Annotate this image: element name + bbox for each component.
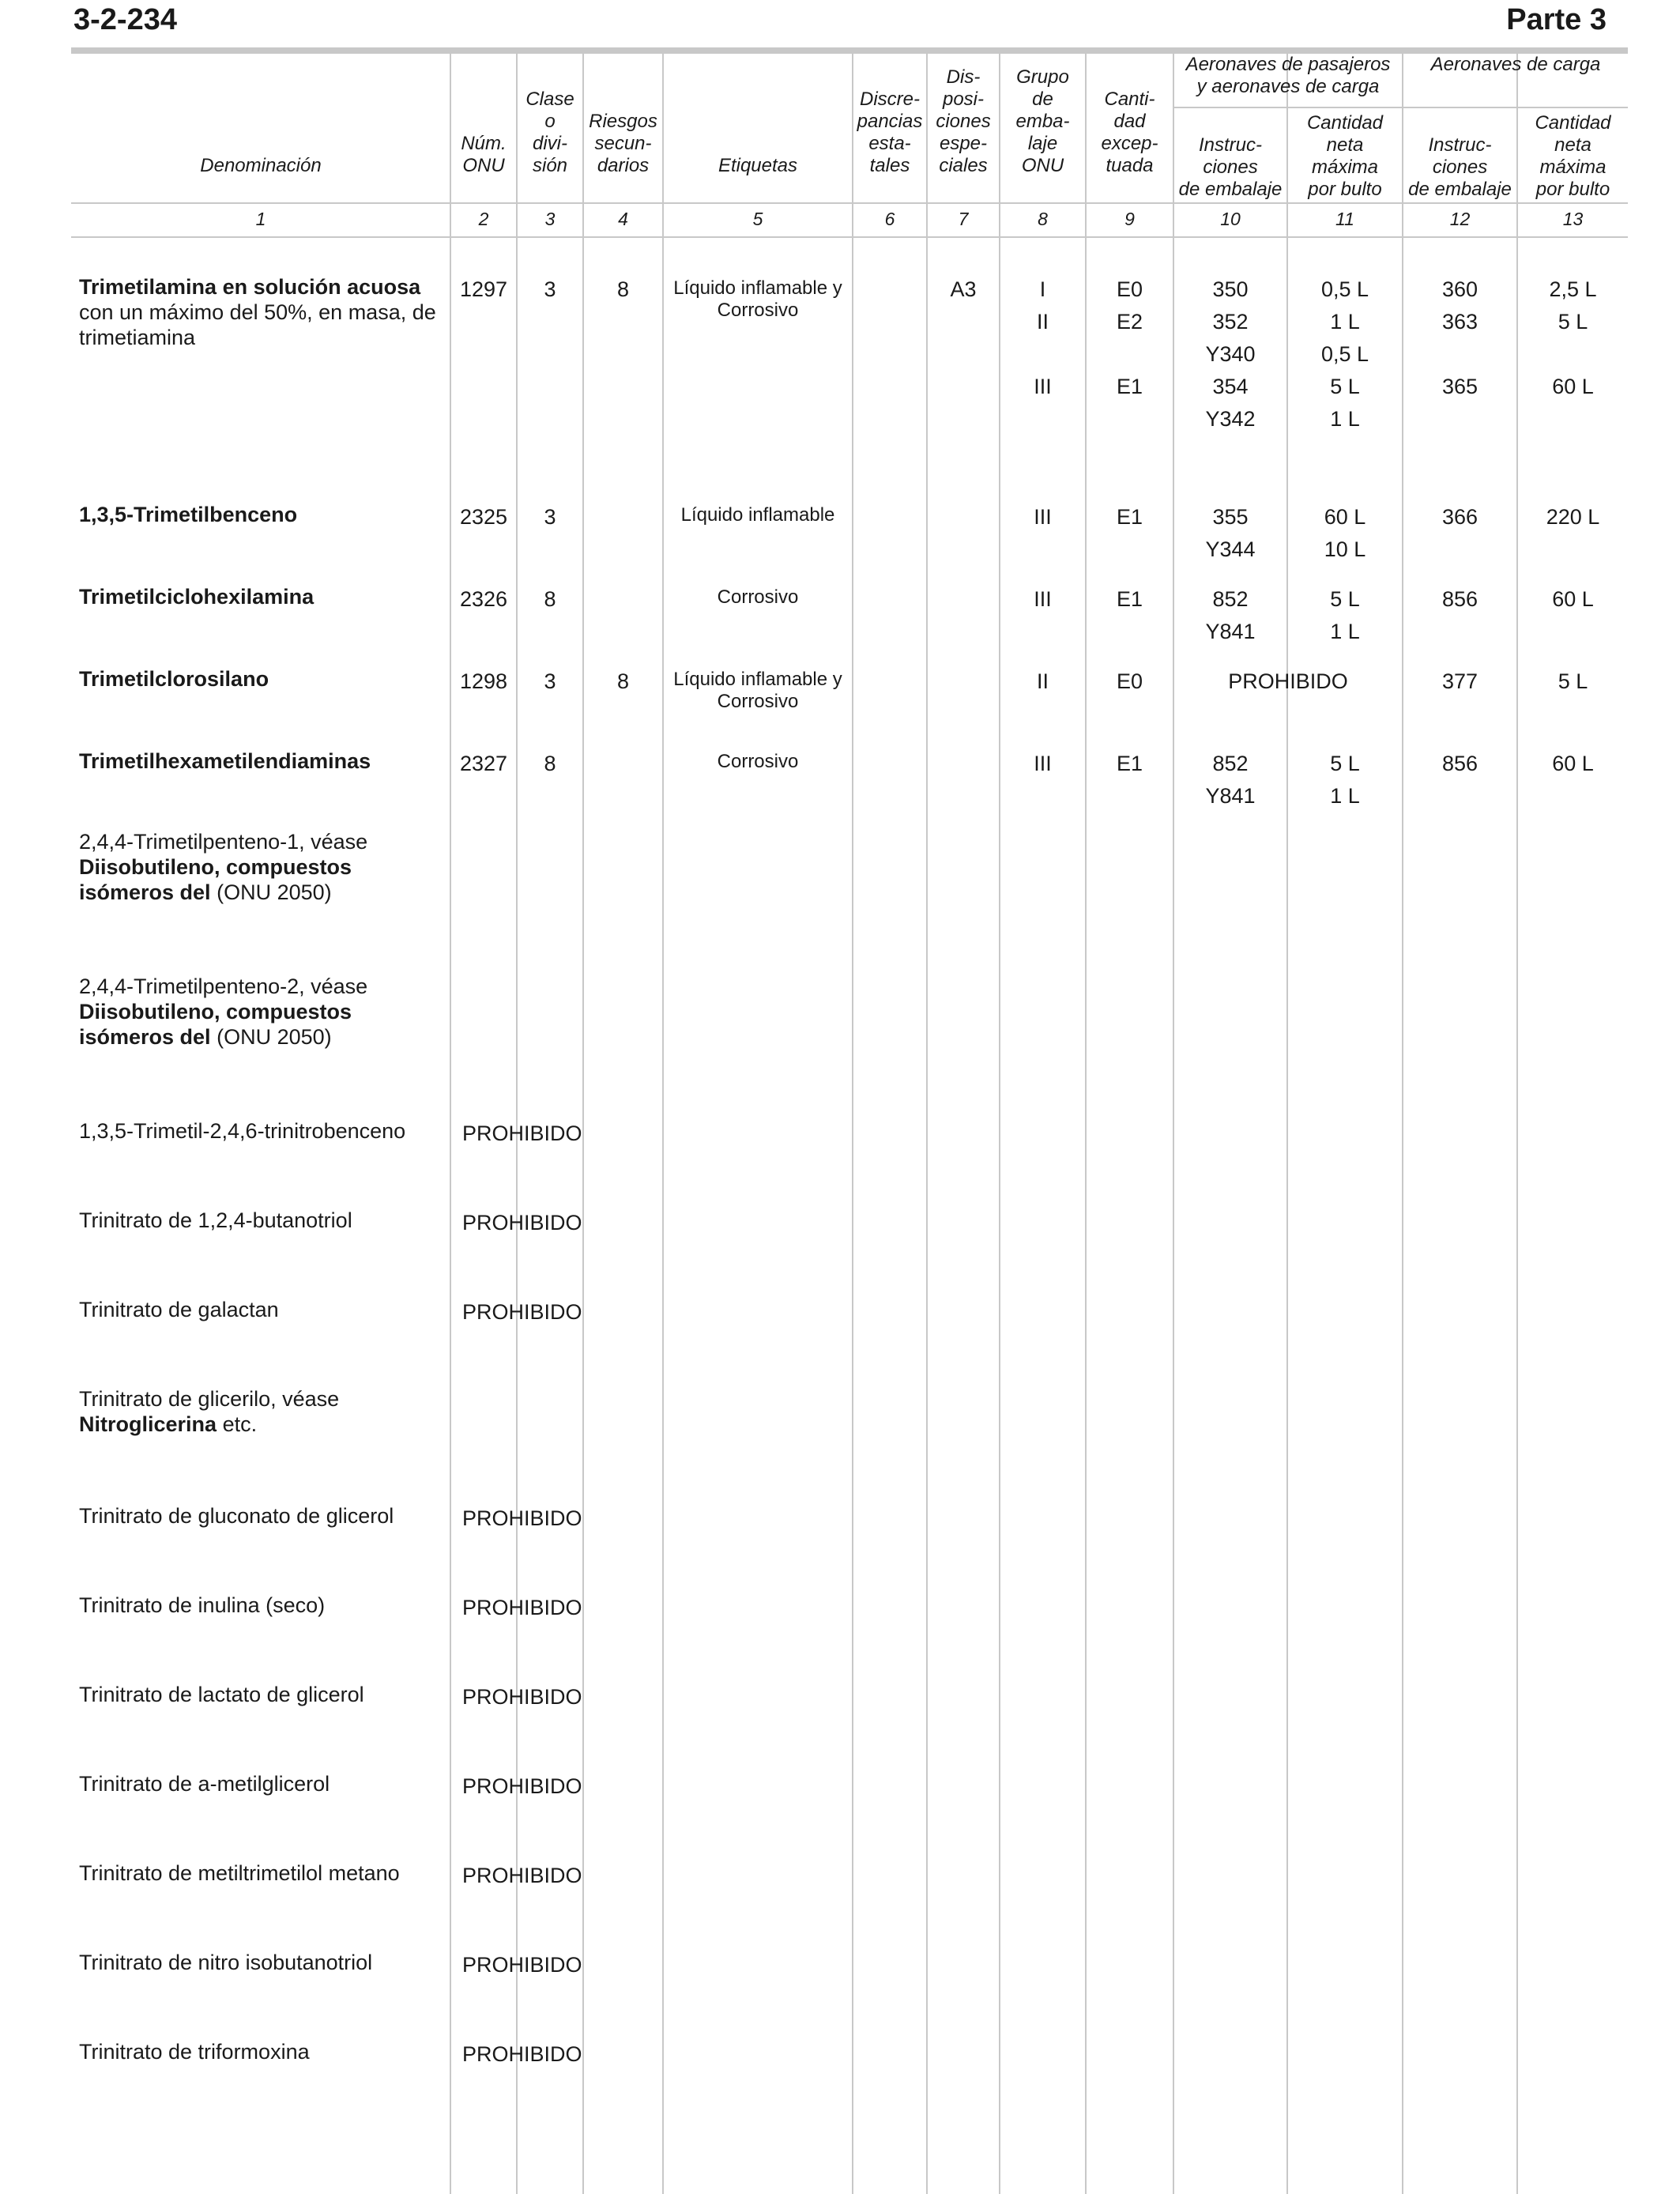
un-number: 2326 <box>459 587 508 611</box>
excepted-quantity: E0 <box>1116 669 1143 693</box>
max-net-quantity: 0,5 L 1 L 0,5 L 5 L 1 L <box>1320 277 1369 431</box>
special-provisions: A3 <box>950 277 977 301</box>
header-instrucciones-carga: Instruc- ciones de embalaje <box>1408 134 1512 200</box>
header-discrepancias: Discre- pancias esta- tales <box>857 89 923 176</box>
header-num-onu: Núm. ONU <box>461 133 507 176</box>
cargo-max-net-quantity: 60 L <box>1552 587 1594 611</box>
column-number: 9 <box>1124 209 1135 229</box>
entry-name: Trimetilhexametilendiaminas <box>79 749 371 773</box>
cargo-packing-instruction: 856 <box>1441 587 1478 611</box>
cargo-max-net-quantity: 220 L <box>1546 505 1600 529</box>
prohibited-status: PROHIBIDO <box>462 1864 582 1887</box>
column-number: 8 <box>1038 209 1048 229</box>
column-divider <box>582 54 584 2194</box>
class-division: 8 <box>544 752 556 775</box>
labels: Líquido inflamable y Corrosivo <box>673 669 842 712</box>
prohibited-status: PROHIBIDO <box>462 1122 582 1145</box>
prohibited-status: PROHIBIDO <box>462 1211 582 1235</box>
prohibited-entry: Trinitrato de galactan <box>79 1298 279 1321</box>
column-number: 5 <box>752 209 763 229</box>
column-number: 4 <box>618 209 628 229</box>
cargo-packing-instruction: 360 363 365 <box>1441 277 1478 398</box>
cargo-max-net-quantity: 2,5 L 5 L 60 L <box>1549 277 1597 398</box>
passenger-prohibited: PROHIBIDO <box>1228 669 1348 693</box>
labels: Corrosivo <box>717 586 799 608</box>
column-number: 12 <box>1449 209 1471 229</box>
packing-instruction: 350 352 Y340 354 Y342 <box>1205 277 1256 431</box>
packing-group: I II III <box>1034 277 1052 398</box>
labels: Corrosivo <box>717 751 799 772</box>
subsidiary-risk: 8 <box>616 669 630 693</box>
un-number: 2325 <box>459 505 508 529</box>
header-pasajeros-group: Aeronaves de pasajeros y aeronaves de carga <box>1185 54 1391 97</box>
column-number: 7 <box>958 209 969 229</box>
column-divider <box>450 54 451 2194</box>
see-entry: Trinitrato de glicerilo, véase Nitroglicerina etc. <box>79 1387 340 1436</box>
class-division: 3 <box>544 505 556 529</box>
entry-name: Trimetilclorosilano <box>79 667 269 691</box>
excepted-quantity: E0 E2 E1 <box>1116 277 1143 398</box>
class-division: 3 <box>544 277 556 301</box>
prohibited-status: PROHIBIDO <box>462 1685 582 1709</box>
page-number: 3-2-234 <box>73 3 177 36</box>
part-label: Parte 3 <box>1506 3 1607 36</box>
entry-name: Trimetilciclohexilamina <box>79 585 315 609</box>
prohibited-entry: Trinitrato de 1,2,4-butanotriol <box>79 1208 352 1232</box>
header-grupo: Grupo de emba- laje ONU <box>1015 66 1070 176</box>
excepted-quantity: E1 <box>1116 587 1143 611</box>
packing-group: III <box>1034 587 1052 611</box>
cargo-max-net-quantity: 60 L <box>1552 752 1594 775</box>
prohibited-status: PROHIBIDO <box>462 1774 582 1798</box>
header-rule <box>71 202 1628 204</box>
prohibited-entry: Trinitrato de lactato de glicerol <box>79 1683 364 1706</box>
prohibited-entry: Trinitrato de metiltrimetilol metano <box>79 1861 400 1885</box>
un-number: 1297 <box>459 277 508 301</box>
header-disposiciones: Dis- posi- ciones espe- ciales <box>936 66 991 176</box>
header-etiquetas: Etiquetas <box>718 155 798 176</box>
prohibited-entry: Trinitrato de inulina (seco) <box>79 1593 326 1617</box>
column-number: 11 <box>1335 209 1354 229</box>
packing-group: III <box>1034 752 1052 775</box>
prohibited-entry: Trinitrato de nitro isobutanotriol <box>79 1951 373 1974</box>
header-rule <box>71 236 1628 238</box>
column-number: 2 <box>478 209 489 229</box>
packing-instruction: 355 Y344 <box>1205 505 1256 561</box>
cargo-packing-instruction: 377 <box>1441 669 1478 693</box>
column-number: 1 <box>255 209 266 229</box>
class-division: 8 <box>544 587 556 611</box>
excepted-quantity: E1 <box>1116 752 1143 775</box>
column-divider <box>662 54 664 2194</box>
packing-instruction: 852 Y841 <box>1205 752 1256 808</box>
max-net-quantity: 5 L 1 L <box>1330 752 1360 808</box>
group-header-rule <box>1173 107 1628 108</box>
max-net-quantity: 60 L 10 L <box>1324 505 1366 561</box>
prohibited-status: PROHIBIDO <box>462 1596 582 1619</box>
see-entry: 2,4,4-Trimetilpenteno-2, véase Diisobutileno, compuestos isómeros del (ONU 2050) <box>79 974 368 1049</box>
header-cantidad-neta: Cantidad neta máxima por bulto <box>1306 112 1384 200</box>
prohibited-status: PROHIBIDO <box>462 1300 582 1324</box>
header-cantidad: Canti- dad excep- tuada <box>1101 89 1158 176</box>
column-number: 10 <box>1220 209 1241 229</box>
column-divider <box>852 54 853 2194</box>
entry-name: 1,3,5-Trimetilbenceno <box>79 503 298 526</box>
header-riesgos: Riesgos secun- darios <box>589 111 657 176</box>
header-carga-group: Aeronaves de carga <box>1430 54 1601 75</box>
header-denominacion: Denominación <box>200 155 322 176</box>
cargo-packing-instruction: 366 <box>1441 505 1478 529</box>
column-divider <box>926 54 928 2194</box>
prohibited-status: PROHIBIDO <box>462 1953 582 1977</box>
column-number: 6 <box>884 209 895 229</box>
packing-group: III <box>1034 505 1052 529</box>
prohibited-entry: Trinitrato de triformoxina <box>79 2040 310 2064</box>
prohibited-entry: Trinitrato de a-metilglicerol <box>79 1772 330 1796</box>
header-cantidad-neta-carga: Cantidad neta máxima por bulto <box>1535 112 1611 200</box>
header-clase: Clase o divi- sión <box>525 89 574 176</box>
packing-instruction: 852 Y841 <box>1205 587 1256 643</box>
packing-group: II <box>1036 669 1049 693</box>
header-instrucciones: Instruc- ciones de embalaje <box>1178 134 1283 200</box>
prohibited-entry: Trinitrato de gluconato de glicerol <box>79 1504 394 1528</box>
labels: Líquido inflamable <box>680 504 835 526</box>
prohibited-entry: 1,3,5-Trimetil-2,4,6-trinitrobenceno <box>79 1119 406 1143</box>
see-entry: 2,4,4-Trimetilpenteno-1, véase Diisobutileno, compuestos isómeros del (ONU 2050) <box>79 830 368 904</box>
top-rule <box>71 47 1628 54</box>
prohibited-status: PROHIBIDO <box>462 1506 582 1530</box>
entry-name: Trimetilamina en solución acuosa con un máximo del 50%, en masa, de trimetiamina <box>79 275 436 349</box>
un-number: 1298 <box>459 669 508 693</box>
un-number: 2327 <box>459 752 508 775</box>
prohibited-status: PROHIBIDO <box>462 2042 582 2066</box>
subsidiary-risk: 8 <box>616 277 630 301</box>
class-division: 3 <box>544 669 556 693</box>
max-net-quantity: 5 L 1 L <box>1330 587 1360 643</box>
labels: Líquido inflamable y Corrosivo <box>673 277 842 321</box>
cargo-max-net-quantity: 5 L <box>1558 669 1588 693</box>
excepted-quantity: E1 <box>1116 505 1143 529</box>
column-number: 3 <box>544 209 556 229</box>
column-number: 13 <box>1562 209 1584 229</box>
cargo-packing-instruction: 856 <box>1441 752 1478 775</box>
